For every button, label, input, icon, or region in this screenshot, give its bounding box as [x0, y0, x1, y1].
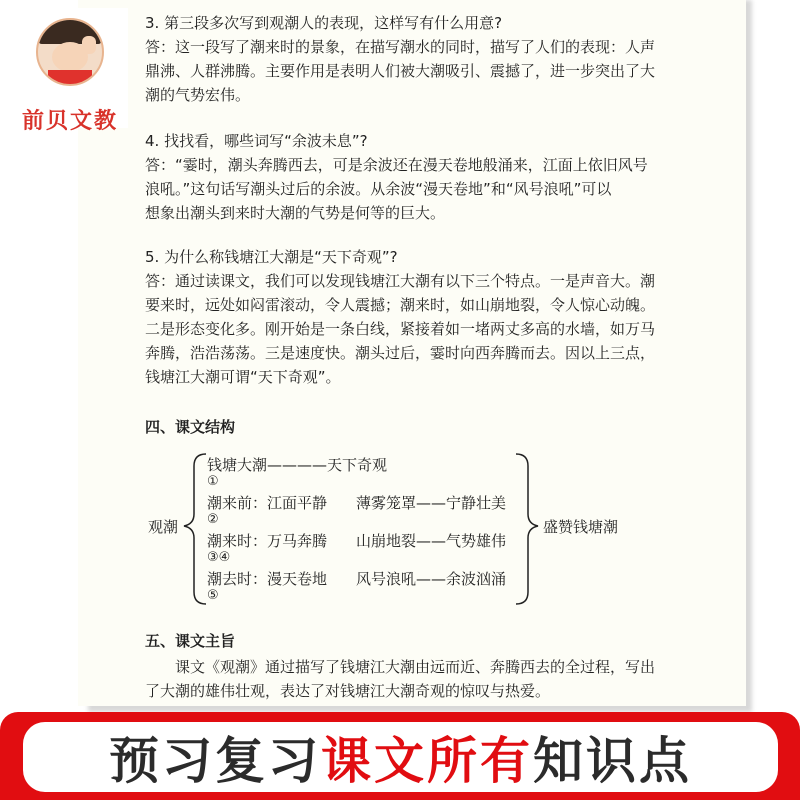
structure-heading: 四、课文结构: [145, 418, 236, 436]
marker-5: ⑤: [207, 588, 219, 603]
structure-conclusion: 盛赞钱塘潮: [543, 518, 619, 536]
structure-row-3-right: 山崩地裂——气势雄伟: [356, 532, 507, 550]
answer-5-line-4: 奔腾，浩浩荡荡。三是速度快。潮头过后，霎时向西奔腾而去。因以上三点，: [145, 344, 656, 362]
structure-row-2-right: 薄雾笼罩——宁静壮美: [356, 494, 507, 512]
theme-line-1: 课文《观潮》通过描写了钱塘江大潮由远而近、奔腾西去的全过程，写出: [175, 658, 656, 676]
answer-4-line-2: 浪吼。”这句话写潮头过后的余波。从余波“漫天卷地”和“风号浪吼”可以: [145, 180, 612, 198]
theme-line-2: 了大潮的雄伟壮观，表达了对钱塘江大潮奇观的惊叹与热爱。: [145, 682, 551, 700]
answer-3-line-3: 潮的气势宏伟。: [145, 86, 251, 104]
structure-row-2-left: 潮来前：江面平静: [207, 494, 328, 512]
promo-banner-text: [23, 722, 778, 792]
marker-2: ②: [207, 512, 219, 527]
answer-4-line-1: 答：“霎时，潮头奔腾西去，可是余波还在漫天卷地般涌来，江面上依旧风号: [145, 156, 648, 174]
answer-4-line-3: 想象出潮头到来时大潮的气势是何等的巨大。: [145, 204, 446, 222]
brand-logo: [8, 8, 128, 134]
banner-part-3: 知识点: [533, 732, 692, 790]
answer-3-line-2: 鼎沸、人群沸腾。主要作用是表明人们被大潮吸引、震撼了，进一步突出了大: [145, 62, 656, 80]
brand-name: 前贝文教: [21, 109, 118, 134]
promo-banner: [0, 712, 800, 800]
theme-heading: 五、课文主旨: [145, 632, 236, 650]
structure-root: 观潮: [148, 518, 179, 536]
question-3: 3. 第三段多次写到观潮人的表现，这样写有什么用意?: [145, 14, 503, 32]
question-4: 4. 找找看，哪些词写“余波未息”?: [145, 132, 368, 150]
answer-5-line-2: 要来时，远处如闷雷滚动，令人震撼；潮来时，如山崩地裂，令人惊心动魄。: [145, 296, 656, 314]
structure-row-4-left: 潮去时：漫天卷地: [207, 570, 328, 588]
structure-row-4-right: 风号浪吼——余波汹涌: [356, 570, 507, 588]
answer-5-line-1: 答：通过读课文，我们可以发现钱塘江大潮有以下三个特点。一是声音大。潮: [145, 272, 656, 290]
answer-3-line-1: 答：这一段写了潮来时的景象，在描写潮水的同时，描写了人们的表现：人声: [145, 38, 656, 56]
banner-part-2: 课文所有: [321, 732, 533, 790]
question-5: 5. 为什么称钱塘江大潮是“天下奇观”?: [145, 248, 398, 266]
structure-row-1-left: 钱塘大潮————天下奇观: [207, 456, 388, 474]
pioneer-boy-icon: [36, 18, 104, 86]
banner-part-1: 预习复习: [109, 732, 321, 790]
structure-row-3-left: 潮来时：万马奔腾: [207, 532, 328, 550]
answer-5-line-5: 钱塘江大潮可谓“天下奇观”。: [145, 368, 341, 386]
answer-5-line-3: 二是形态变化多。刚开始是一条白线，紧接着如一堵两丈多高的水墙，如万马: [145, 320, 656, 338]
marker-3-4: ③④: [207, 550, 231, 565]
marker-1: ①: [207, 474, 219, 489]
